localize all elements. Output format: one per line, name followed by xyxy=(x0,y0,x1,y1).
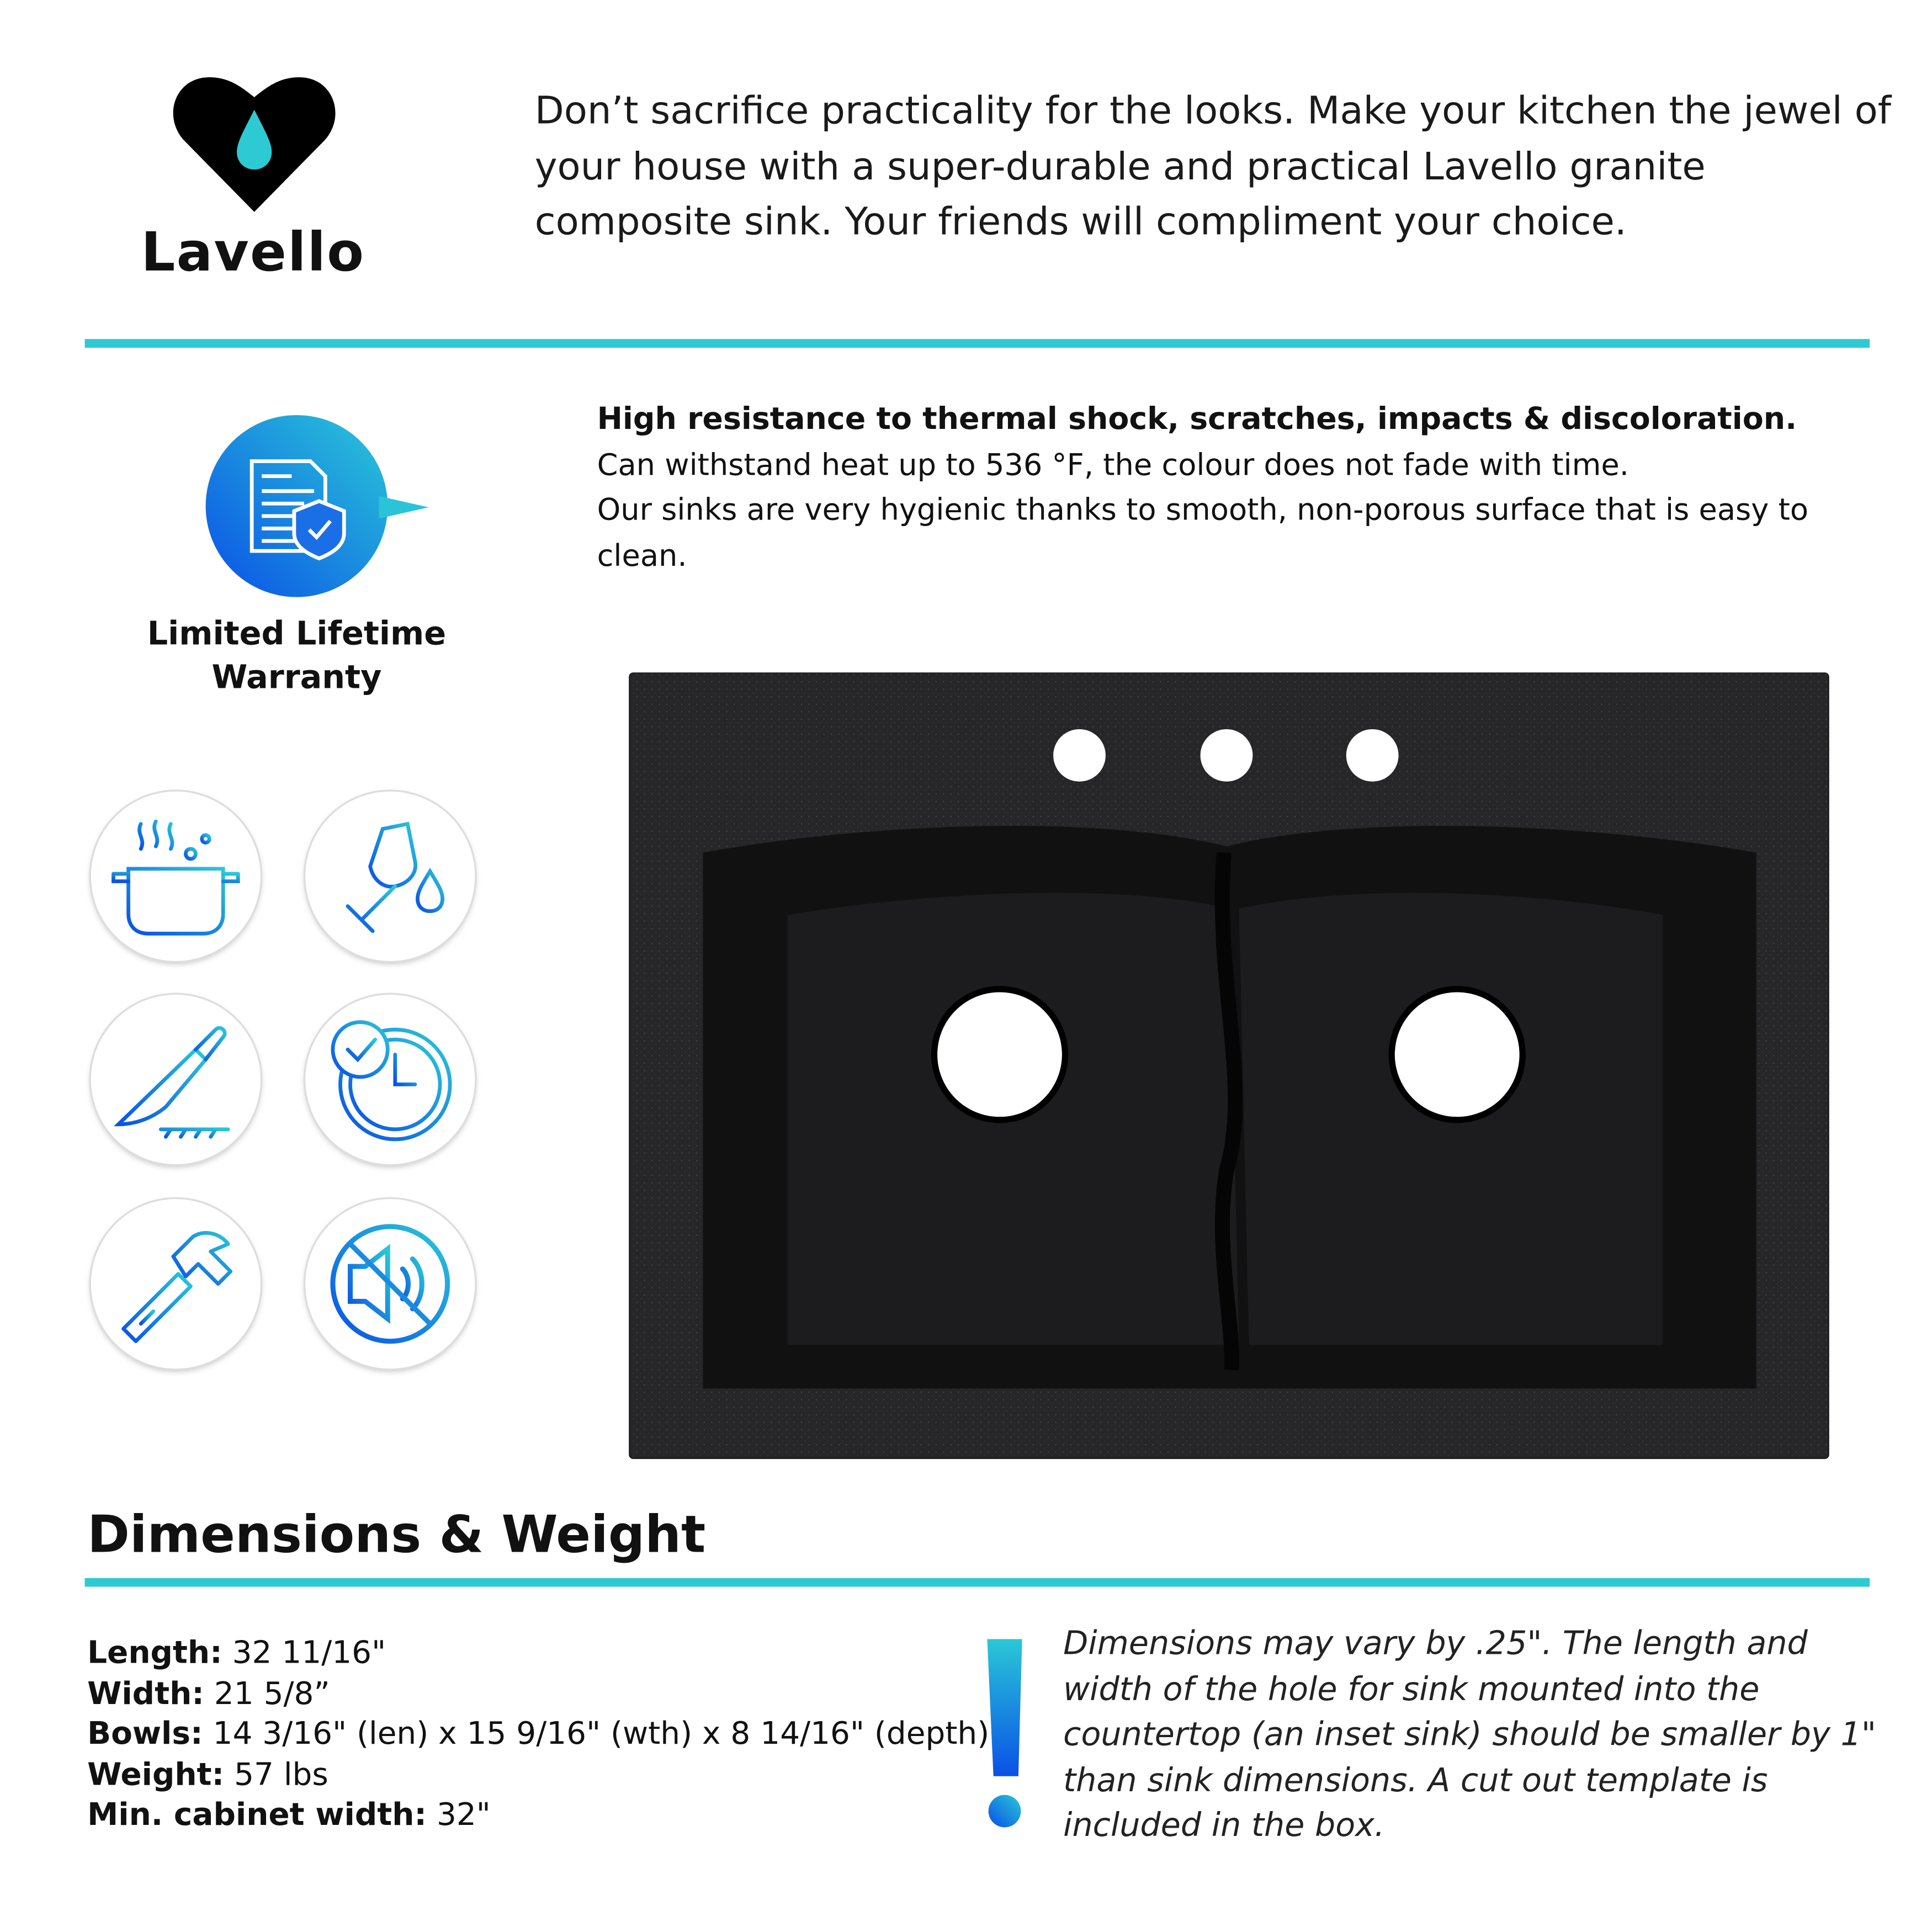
spec-cabinet-width xyxy=(87,1795,989,1835)
hammer-impact-icon xyxy=(91,1199,261,1368)
spec-label: Length: xyxy=(87,1634,222,1670)
wine-glass-stain-icon xyxy=(305,792,475,961)
warranty-label-line2: Warranty xyxy=(211,659,382,697)
spec-value: 32 11/16" xyxy=(222,1634,386,1670)
spec-weight xyxy=(87,1754,989,1795)
spec-label: Weight: xyxy=(87,1755,225,1792)
spec-value: 32" xyxy=(427,1796,491,1833)
spec-value: 57 lbs xyxy=(224,1755,328,1792)
spec-bowls xyxy=(87,1714,989,1754)
divider xyxy=(85,339,1870,348)
divider xyxy=(85,1578,1870,1587)
spec-width xyxy=(87,1673,989,1713)
spec-label: Width: xyxy=(87,1674,204,1711)
dimensions-title: Dimensions & Weight xyxy=(87,1504,706,1564)
knife-scratch-icon xyxy=(91,995,261,1164)
spec-value: 14 3/16" (len) x 15 9/16" (wth) x 8 14/16" (depth) xyxy=(203,1715,990,1751)
exclamation-icon xyxy=(985,1637,1025,1831)
features-line-2: Our sinks are very hygienic thanks to smooth, non-porous surface that is easy to clean. xyxy=(597,492,1809,574)
features-line-1: Can withstand heat up to 536 °F, the colour does not fade with time. xyxy=(597,447,1629,482)
noise-reduction-icon xyxy=(305,1199,475,1368)
warranty-document-shield-icon xyxy=(204,414,431,601)
features-heading: High resistance to thermal shock, scratches, impacts & discoloration. xyxy=(597,400,1797,437)
spec-label: Min. cabinet width: xyxy=(87,1796,427,1833)
spec-length xyxy=(87,1633,989,1673)
lavello-logo-icon xyxy=(172,72,337,216)
brand-name: Lavello xyxy=(141,221,365,284)
intro-text: Don’t sacrifice practicality for the looks. Make your kitchen the jewel of your house with a super-durable and practical Lavello granite composite sink. Your friends will compliment your choice. xyxy=(534,89,1892,245)
cooking-pot-heat-icon xyxy=(91,792,261,961)
warranty-label-line1: Limited Lifetime xyxy=(147,615,447,654)
spec-value: 21 5/8” xyxy=(204,1674,330,1711)
spec-list xyxy=(87,1633,989,1835)
timer-durability-icon xyxy=(305,995,475,1164)
spec-label: Bowls: xyxy=(87,1715,203,1751)
dimensions-note: Dimensions may vary by .25". The length and width of the hole for sink mounted into the countertop (an inset sink) should be smaller by 1" than sink dimensions. A cut out template is included in the box. xyxy=(1063,1625,1876,1845)
sink-product-image xyxy=(628,672,1830,1459)
